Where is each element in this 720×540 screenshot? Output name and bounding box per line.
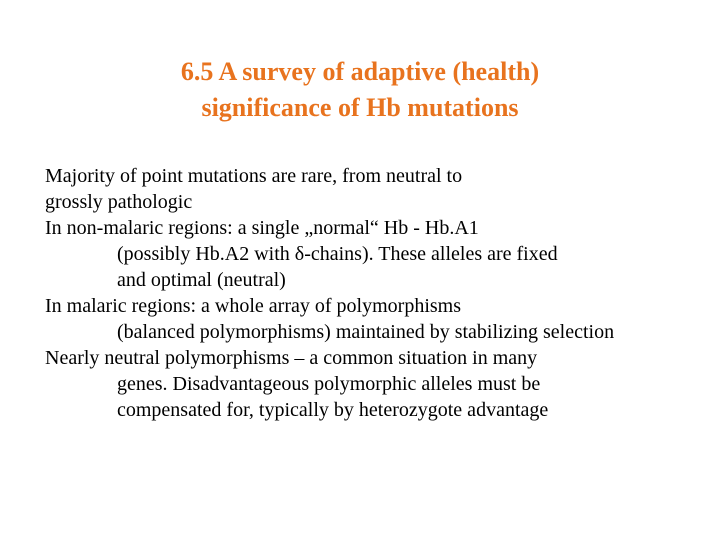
slide-body	[45, 163, 717, 423]
body-line-7: (balanced polymorphisms) maintained by stabilizing selection	[117, 321, 615, 343]
body-line-2: grossly pathologic	[45, 191, 193, 213]
body-line-1: Majority of point mutations are rare, from neutral to	[45, 165, 463, 187]
body-line-9: genes. Disadvantageous polymorphic alleles must be	[117, 373, 541, 395]
body-line-4: (possibly Hb.A2 with δ-chains). These alleles are fixed	[117, 243, 558, 265]
body-line-3: In non-malaric regions: a single „normal“ Hb - Hb.A1	[45, 217, 479, 239]
body-line-6: In malaric regions: a whole array of polymorphisms	[45, 295, 461, 317]
slide-title	[90, 54, 630, 126]
slide-title-line-1: 6.5 A survey of adaptive (health)	[180, 57, 540, 86]
body-line-5: and optimal (neutral)	[117, 269, 286, 291]
slide-title-line-2: significance of Hb mutations	[201, 93, 519, 122]
body-line-10: compensated for, typically by heterozygote advantage	[117, 399, 549, 421]
body-line-8: Nearly neutral polymorphisms – a common situation in many	[45, 347, 538, 369]
